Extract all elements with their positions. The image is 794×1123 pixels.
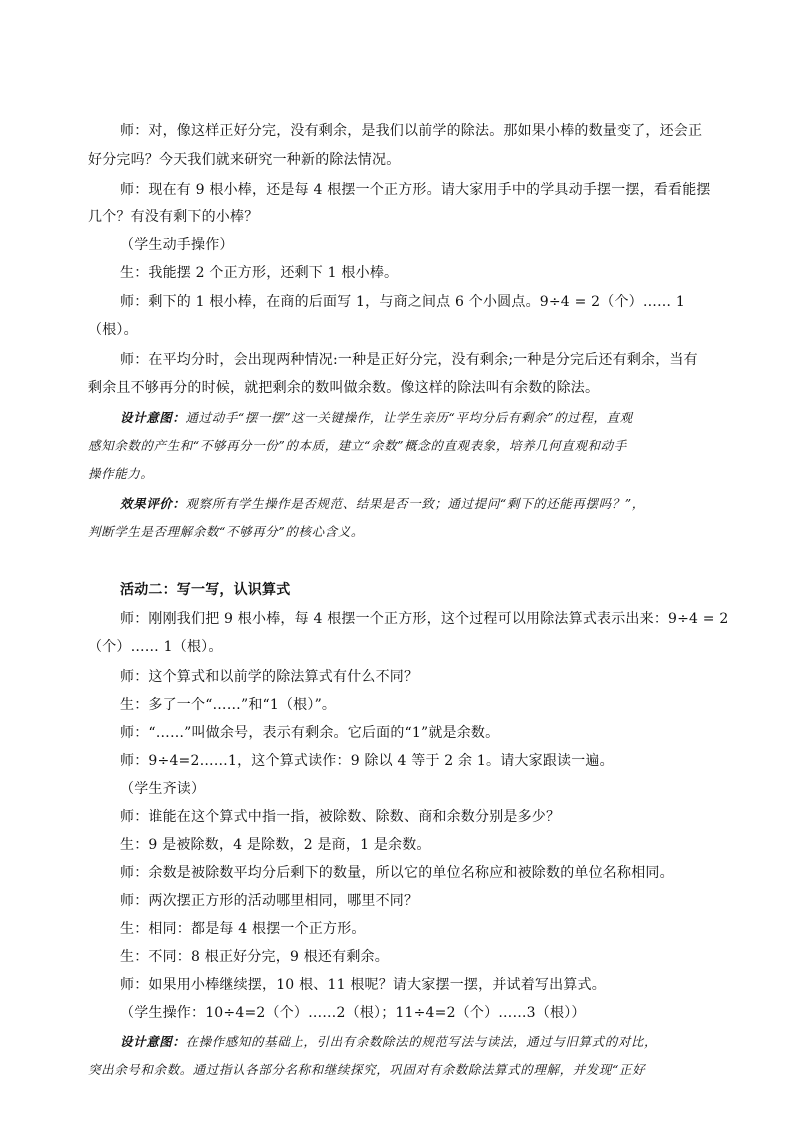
design-intent-label: 设计意图：: [120, 1034, 186, 1049]
evaluation-label: 效果评价：: [120, 496, 186, 511]
paragraph-line: 几个？有没有剩下的小棒？: [88, 209, 259, 225]
design-intent-line: 感知余数的产生和“不够再分一份”的本质，建立“余数”概念的直观表象，培养几何直观和动手: [88, 438, 627, 453]
paragraph-line: 师：剩下的 1 根小棒，在商的后面写 1，与商之间点 6 个小圆点。9÷4 = 2（个）…… 1: [120, 294, 686, 310]
paragraph-line: 师：刚刚我们把 9 根小棒，每 4 根摆一个正方形，这个过程可以用除法算式表示出来：9÷4 = 2: [120, 611, 729, 627]
paragraph-line: （学生操作：10÷4=2（个）……2（根）；11÷4=2（个）……3（根））: [120, 1005, 586, 1021]
paragraph-line: 师：谁能在这个算式中指一指，被除数、除数、商和余数分别是多少？: [120, 809, 561, 825]
paragraph-line: 好分完吗？今天我们就来研究一种新的除法情况。: [88, 152, 401, 168]
paragraph-line: 师：现在有 9 根小棒，还是每 4 根摆一个正方形。请大家用手中的学具动手摆一摆，看看能摆: [120, 182, 711, 198]
paragraph-line: 师：如果用小棒继续摆，10 根、11 根呢？请大家摆一摆，并试着写出算式。: [120, 977, 606, 993]
design-intent-line: [120, 408, 700, 428]
paragraph-line: 生：9 是被除数，4 是除数，2 是商，1 是余数。: [120, 837, 431, 853]
section-heading: 活动二：写一写，认识算式: [120, 582, 291, 598]
paragraph-line: 剩余且不够再分的时候，就把剩余的数叫做余数。像这样的除法叫有余数的除法。: [88, 380, 600, 396]
paragraph-line: 师：9÷4=2……1，这个算式读作：9 除以 4 等于 2 余 1。请大家跟读一遍。: [120, 753, 614, 769]
paragraph-line: 师：这个算式和以前学的除法算式有什么不同？: [120, 669, 419, 685]
paragraph-line: 生：不同：8 根正好分完，9 根还有剩余。: [120, 949, 389, 965]
design-intent-text: 通过动手“摆一摆”这一关键操作，让学生亲历“平均分后有剩余”的过程，直观: [185, 410, 633, 425]
paragraph-line: （个）…… 1（根）。: [88, 639, 223, 655]
evaluation-text: 观察所有学生操作是否规范、结果是否一致；通过提问“剩下的还能再摆吗？”，: [185, 496, 645, 511]
paragraph-line: 师：在平均分时，会出现两种情况:一种是正好分完，没有剩余;一种是分完后还有剩余，当有: [120, 352, 698, 368]
paragraph-line: 生：多了一个“……”和“1（根）”。: [120, 697, 337, 713]
paragraph-line: 生：相同：都是每 4 根摆一个正方形。: [120, 921, 366, 937]
evaluation-line: 判断学生是否理解余数“不够再分”的核心含义。: [88, 524, 364, 539]
paragraph-line: （学生动手操作）: [120, 237, 234, 253]
paragraph-line: 生：我能摆 2 个正方形，还剩下 1 根小棒。: [120, 265, 399, 281]
paragraph-line: （根）。: [88, 322, 138, 338]
paragraph-line: 师：对，像这样正好分完，没有剩余，是我们以前学的除法。那如果小棒的数量变了，还会正: [120, 123, 703, 139]
paragraph-line: 师：两次摆正方形的活动哪里相同，哪里不同？: [120, 893, 419, 909]
evaluation-line: [120, 494, 700, 514]
design-intent-line: 突出余号和余数。通过指认各部分名称和继续探究，巩固对有余数除法算式的理解，并发现“正好: [88, 1062, 646, 1077]
paragraph-line: 师：“……”叫做余号，表示有剩余。它后面的“1”就是余数。: [120, 725, 500, 741]
design-intent-line: [120, 1032, 700, 1052]
paragraph-line: 师：余数是被除数平均分后剩下的数量，所以它的单位名称应和被除数的单位名称相同。: [120, 865, 674, 881]
design-intent-line: 操作能力。: [88, 466, 154, 481]
design-intent-text: 在操作感知的基础上，引出有余数除法的规范写法与读法，通过与旧算式的对比，: [185, 1034, 658, 1049]
paragraph-line: （学生齐读）: [120, 781, 206, 797]
design-intent-label: 设计意图：: [120, 410, 186, 425]
